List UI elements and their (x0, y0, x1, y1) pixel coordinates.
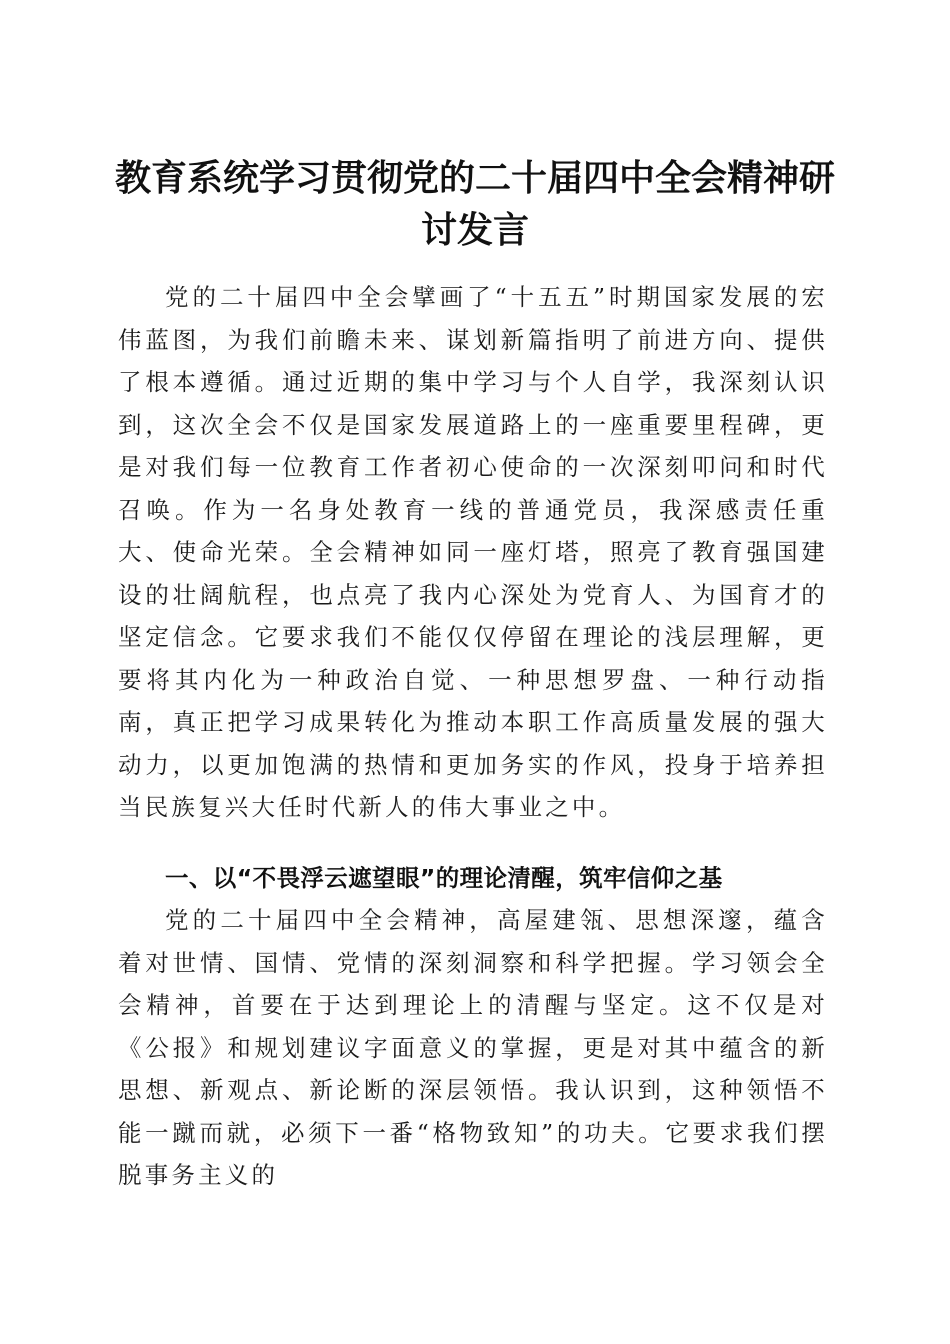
document-title: 教育系统学习贯彻党的二十届四中全会精神研讨发言 (114, 157, 835, 252)
intro-paragraph: 党的二十届四中全会擘画了“十五五”时期国家发展的宏伟蓝图，为我们前瞻未来、谋划新篇指明了前进方向、提供了根本遵循。通过近期的集中学习与个人自学，我深刻认识到，这次全会不仅是国家发展道路上的一座重要里程碑，更是对我们每一位教育工作者初心使命的一次深刻叩问和时代召唤。作为一名身处教育一线的普通党员，我深感责任重大、使命光荣。全会精神如同一座灯塔，照亮了教育强国建设的壮阔航程，也点亮了我内心深处为党育人、为国育才的坚定信念。它要求我们不能仅仅停留在理论的浅层理解，更要将其内化为一种政治自觉、一种思想罗盘、一种行动指南，真正把学习成果转化为推动本职工作高质量发展的强大动力，以更加饱满的热情和更加务实的作风，投身于培养担当民族复兴大任时代新人的伟大事业之中。 (118, 283, 828, 821)
section-heading: 一、以“不畏浮云遮望眼”的理论清醒，筑牢信仰之基 (165, 864, 723, 892)
section-paragraph: 党的二十届四中全会精神，高屋建瓴、思想深邃，蕴含着对世情、国情、党情的深刻洞察和科学把握。学习领会全会精神，首要在于达到理论上的清醒与坚定。这不仅是对《公报》和规划建议字面意义的掌握，更是对其中蕴含的新思想、新观点、新论断的深层领悟。我认识到，这种领悟不能一蹴而就，必须下一番“格物致知”的功夫。它要求我们摆脱事务主义的 (118, 906, 828, 1189)
